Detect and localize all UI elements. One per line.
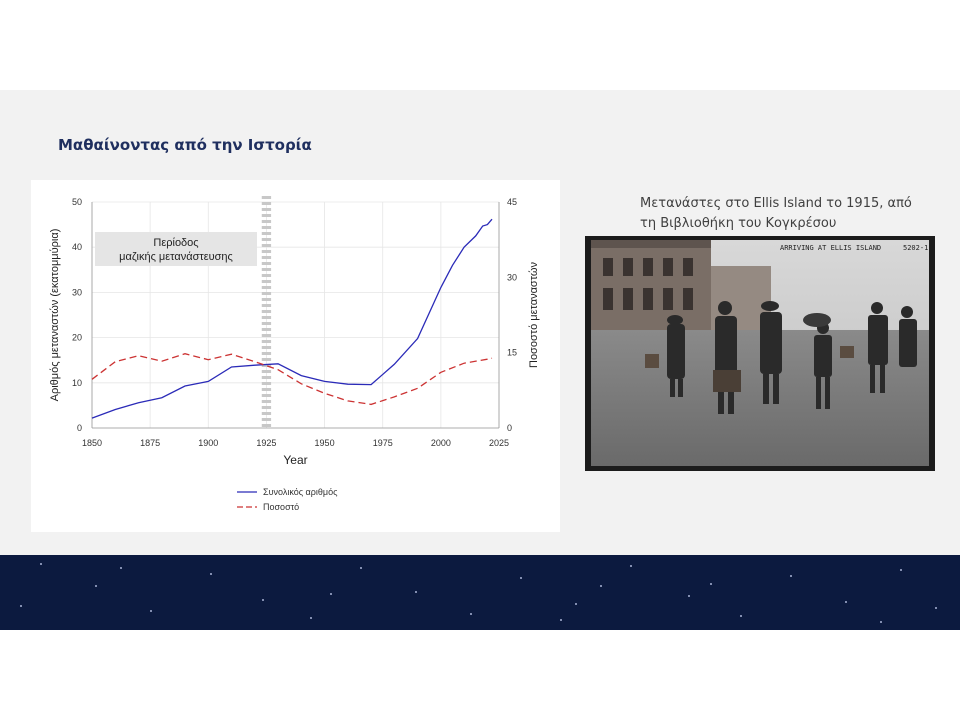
x-tick-label: 1850 [81, 438, 103, 448]
y-left-tick-label: 30 [71, 287, 82, 298]
x-tick-label: 1900 [198, 438, 219, 448]
y-left-tick-label: 0 [76, 423, 82, 433]
series-line-percent [92, 354, 492, 405]
shaded-band-stripe [262, 358, 271, 361]
shaded-band-stripe [262, 220, 271, 223]
legend-label: Ποσοστό [263, 502, 300, 512]
star-dot [560, 619, 562, 621]
star-dot [95, 585, 97, 587]
star-dot [310, 617, 312, 619]
shaded-band-stripe [262, 316, 271, 319]
star-dot [600, 585, 602, 587]
star-dot [360, 567, 362, 569]
shaded-band-stripe [262, 424, 271, 427]
y-left-tick-label: 40 [71, 242, 82, 253]
legend-label: Συνολικός αριθμός [263, 487, 338, 497]
shaded-band-stripe [262, 214, 271, 217]
annotation-line-2: μαζικής μετανάστευσης [119, 251, 233, 263]
x-tick-label: 1875 [140, 438, 161, 448]
shaded-band-stripe [262, 304, 271, 307]
star-dot [330, 593, 332, 595]
chart-svg [31, 180, 560, 532]
x-tick-label: 1950 [314, 438, 335, 448]
slide-title: Μαθαίνοντας από την Ιστορία [58, 136, 312, 154]
shaded-band-stripe [262, 412, 271, 415]
slide [0, 90, 960, 630]
shaded-band-stripe [262, 250, 271, 253]
ellis-island-photo [585, 236, 935, 471]
x-axis-title: Year [283, 453, 308, 467]
photo-illustration [585, 236, 935, 471]
star-dot [740, 615, 742, 617]
star-dot [845, 601, 847, 603]
shaded-band-stripe [262, 406, 271, 409]
shaded-band-stripe [262, 286, 271, 289]
y-left-tick-label: 50 [71, 197, 82, 207]
shaded-band-stripe [262, 310, 271, 313]
y-right-tick-label: 15 [507, 347, 518, 358]
shaded-band-stripe [262, 376, 271, 379]
shaded-band-stripe [262, 298, 271, 301]
shaded-band-stripe [262, 238, 271, 241]
star-dot [40, 563, 42, 565]
star-dot [688, 595, 690, 597]
star-dot [710, 583, 712, 585]
y-right-axis-title: Ποσοστό μεταναστών [528, 262, 540, 368]
shaded-band-stripe [262, 280, 271, 283]
shaded-band-stripe [262, 322, 271, 325]
immigration-chart [31, 180, 560, 532]
star-dot [150, 610, 152, 612]
shaded-band-stripe [262, 262, 271, 265]
shaded-band-stripe [262, 292, 271, 295]
shaded-band-stripe [262, 400, 271, 403]
shaded-band-stripe [262, 232, 271, 235]
shaded-band-stripe [262, 346, 271, 349]
star-dot [415, 591, 417, 593]
y-right-tick-label: 45 [507, 197, 518, 207]
shaded-band-stripe [262, 370, 271, 373]
shaded-band-stripe [262, 334, 271, 337]
shaded-band-stripe [262, 226, 271, 229]
photo-caption: Μετανάστες στο Ellis Island το 1915, από τη Βιβλιοθήκη του Κογκρέσου [640, 196, 912, 231]
x-tick-label: 2025 [488, 438, 510, 448]
shaded-band-stripe [262, 382, 271, 385]
shaded-band-stripe [262, 196, 271, 199]
shaded-band-stripe [262, 388, 271, 391]
shaded-band-stripe [262, 418, 271, 421]
star-dot [520, 577, 522, 579]
star-dot [630, 565, 632, 567]
star-dot [900, 569, 902, 571]
x-tick-label: 1975 [372, 438, 393, 448]
shaded-band-stripe [262, 340, 271, 343]
star-dot [790, 575, 792, 577]
y-right-tick-label: 30 [507, 272, 518, 283]
shaded-band-stripe [262, 244, 271, 247]
shaded-band-stripe [262, 268, 271, 271]
shaded-band-stripe [262, 328, 271, 331]
star-dot [120, 567, 122, 569]
star-dot [210, 573, 212, 575]
photo-inscription: ARRIVING AT ELLIS ISLAND [780, 244, 882, 252]
annotation-line-1: Περίοδος [153, 237, 199, 249]
photo-code: 5202-1 [903, 244, 929, 252]
star-dot [575, 603, 577, 605]
shaded-band-stripe [262, 202, 271, 205]
star-dot [470, 613, 472, 615]
star-dot [262, 599, 264, 601]
shaded-band-stripe [262, 256, 271, 259]
y-left-tick-label: 10 [71, 377, 82, 388]
footer-band [0, 555, 960, 630]
star-dot [880, 621, 882, 623]
y-left-axis-title: Αριθμός μεταναστών (εκατομμύρια) [49, 228, 61, 402]
x-tick-label: 2000 [430, 438, 451, 448]
shaded-band-stripe [262, 394, 271, 397]
y-left-tick-label: 20 [71, 332, 82, 343]
shaded-band-stripe [262, 352, 271, 355]
x-tick-label: 1925 [256, 438, 277, 448]
star-dot [20, 605, 22, 607]
star-dot [935, 607, 937, 609]
shaded-band-stripe [262, 208, 271, 211]
shaded-band-stripe [262, 274, 271, 277]
y-right-tick-label: 0 [507, 423, 513, 433]
